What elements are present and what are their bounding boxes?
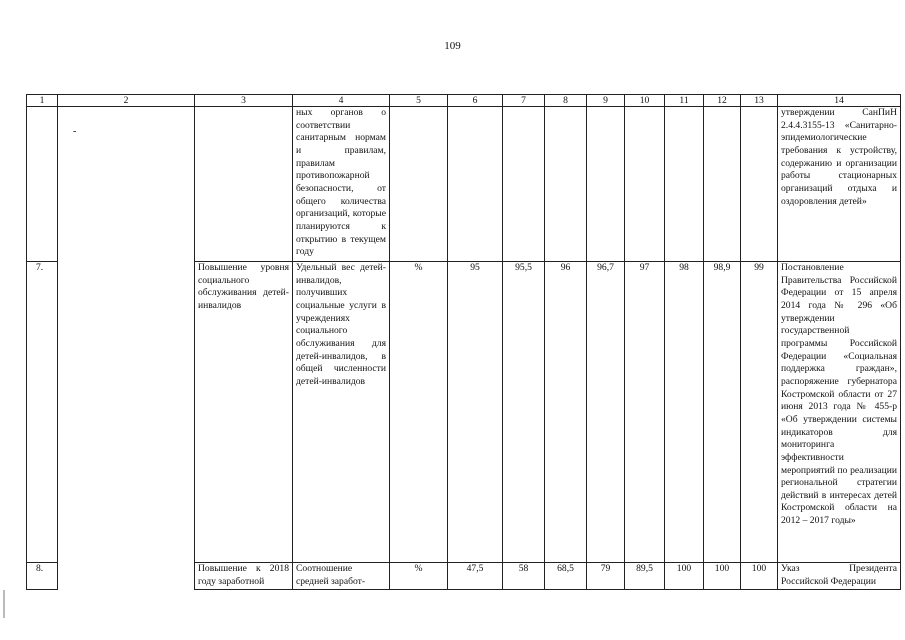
- row-value: [665, 107, 704, 262]
- row-basis: Постановление Правительства Российской Федерации от 15 апреля 2014 года № 296 «Об утверждении государственной программы Российской Федерации «Социальная поддержка граждан», распоряжение губернатора Костромской области от 27 июня 2013 года № 455-р «Об утверждении системы индикаторов для мониторинга эффективности мероприятий по реализации региональной стратегии действий в интересах детей Костромской области на 2012 – 2017 годы»: [778, 262, 901, 563]
- row-value: [503, 107, 545, 262]
- column-header: 2: [58, 95, 195, 107]
- row-value: 96: [545, 262, 587, 563]
- row-number: [27, 107, 58, 262]
- row-value: [587, 107, 625, 262]
- table-row: [27, 262, 901, 563]
- row-value: 68,5: [545, 563, 587, 590]
- row-indicator: [195, 107, 293, 262]
- row-unit: %: [390, 563, 448, 590]
- column-header: 8: [545, 95, 587, 107]
- row-value: 58: [503, 563, 545, 590]
- row-value: [448, 107, 503, 262]
- table-header-row: [27, 95, 901, 107]
- column-header: 12: [704, 95, 741, 107]
- row-col2: [58, 262, 195, 563]
- page-number: 109: [444, 40, 461, 52]
- row-indicator: Повышение уровня социального обслуживания детей-инвалидов: [195, 262, 293, 563]
- column-header: 11: [665, 95, 704, 107]
- row-basis: Указ Президента Российской Федерации: [778, 563, 901, 590]
- row-value: 47,5: [448, 563, 503, 590]
- table-row: [27, 107, 901, 262]
- row-value: [625, 107, 665, 262]
- column-header: 13: [741, 95, 778, 107]
- row-value: 95,5: [503, 262, 545, 563]
- row-value: 99: [741, 262, 778, 563]
- row-unit: [390, 107, 448, 262]
- row-number: 7.: [27, 262, 58, 563]
- column-header: 6: [448, 95, 503, 107]
- row-col2: [58, 563, 195, 590]
- indicators-table: [26, 94, 901, 590]
- row-value: 95: [448, 262, 503, 563]
- row-unit: %: [390, 262, 448, 563]
- column-header: 5: [390, 95, 448, 107]
- column-header: 3: [195, 95, 293, 107]
- row-value: [704, 107, 741, 262]
- row-name: ных органов о соответствии санитарным нормам и правилам, правилам противопожарной безопасности, от общего количества организаций, которые планируются к открытию в текущем году: [293, 107, 390, 262]
- column-header: 10: [625, 95, 665, 107]
- row-value: 98,9: [704, 262, 741, 563]
- table-row: [27, 563, 901, 590]
- row-value: 96,7: [587, 262, 625, 563]
- scan-margin-mark: [3, 590, 5, 618]
- column-header: 14: [778, 95, 901, 107]
- row-indicator: Повышение к 2018 году заработной: [195, 563, 293, 590]
- row-name: Удельный вес детей-инвалидов, получивших социальные услуги в учреждениях социального обслуживания для детей-инвалидов, в общей численности детей-инвалидов: [293, 262, 390, 563]
- row-value: 97: [625, 262, 665, 563]
- dash-mark: -: [73, 126, 77, 137]
- row-number: 8.: [27, 563, 58, 590]
- row-value: 100: [741, 563, 778, 590]
- row-value: 98: [665, 262, 704, 563]
- row-value: [545, 107, 587, 262]
- column-header: 7: [503, 95, 545, 107]
- row-value: 100: [665, 563, 704, 590]
- row-value: [741, 107, 778, 262]
- row-basis: утверждении СанПиН 2.4.4.3155-13 «Санитарно-эпидемиологические требования к устройству, содержанию и организации работы стационарных организаций отдыха и оздоровления детей»: [778, 107, 901, 262]
- column-header: 9: [587, 95, 625, 107]
- column-header: 4: [293, 95, 390, 107]
- row-name: Соотношение средней заработ-: [293, 563, 390, 590]
- row-col2: [58, 107, 195, 262]
- row-value: 89,5: [625, 563, 665, 590]
- row-value: 100: [704, 563, 741, 590]
- row-value: 79: [587, 563, 625, 590]
- column-header: 1: [27, 95, 58, 107]
